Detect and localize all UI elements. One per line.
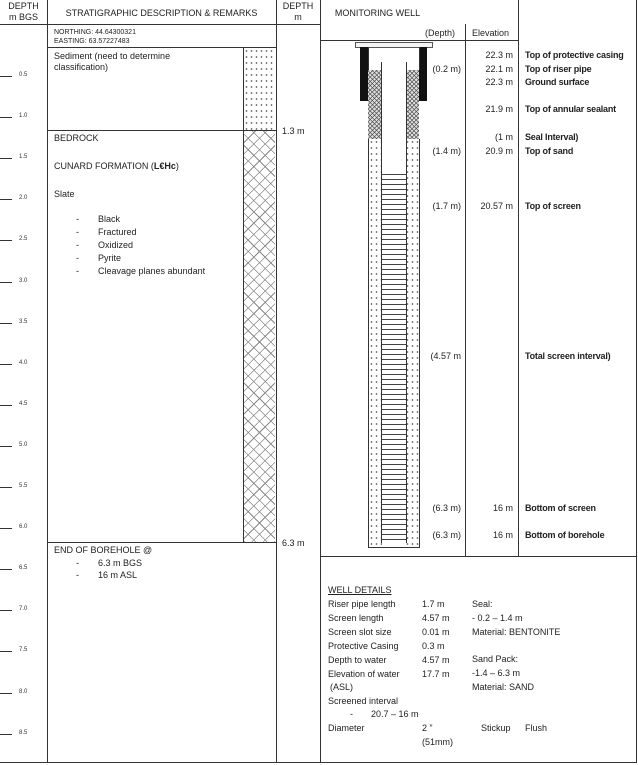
bottom-border <box>0 762 637 763</box>
detail-value: 17.7 m <box>422 669 450 679</box>
formation-label <box>54 161 179 172</box>
depth-header-unit: m BGS <box>8 12 38 22</box>
depth-tick-label: 6.0 <box>19 524 28 530</box>
bullet-item: Pyrite <box>98 253 122 263</box>
sand-pack-right <box>405 139 420 548</box>
depth-tick <box>0 76 12 77</box>
well-depth-value: (6.3 m) <box>432 530 461 540</box>
end-item: 6.3 m BGS <box>98 558 143 568</box>
well-screen <box>381 174 407 543</box>
well-depth-value: (6.3 m) <box>432 503 461 513</box>
riser-pipe <box>381 62 407 174</box>
col-divider-1 <box>47 0 48 763</box>
sand-pack-left <box>368 139 382 548</box>
well-elevation-value: (1 m <box>495 132 513 142</box>
well-bottom <box>368 547 419 548</box>
detail-value: 1.7 m <box>422 599 445 609</box>
detail-key: Protective Casing <box>328 641 399 651</box>
depth-tick <box>0 240 12 241</box>
well-feature-label: Ground surface <box>525 77 590 87</box>
well-feature-label: Bottom of screen <box>525 503 596 513</box>
depth-col-header: (Depth) <box>425 28 456 38</box>
depth-tick-label: 1.5 <box>19 154 28 160</box>
depth-tick-label: 6.5 <box>19 565 28 571</box>
well-feature-label: Total screen interval) <box>525 351 611 361</box>
depth-tick <box>0 117 12 118</box>
well-elevation-value: 20.57 m <box>480 201 513 211</box>
end-borehole-title: END OF BOREHOLE @ <box>54 545 153 555</box>
detail-key: Screen slot size <box>328 627 392 637</box>
depth-tick <box>0 569 12 570</box>
protective-casing-left <box>360 47 368 101</box>
well-feature-label: Top of protective casing <box>525 50 624 60</box>
well-elevation-value: 21.9 m <box>485 104 513 114</box>
well-feature-label: Seal Interval) <box>525 132 579 142</box>
detail-value: 4.57 m <box>422 655 450 665</box>
header-bottom-left <box>0 24 320 25</box>
well-feature-label: Top of screen <box>525 201 581 211</box>
elevation-col-header: Elevation <box>472 28 510 38</box>
well-feature-label: Bottom of borehole <box>525 530 605 540</box>
depth-tick <box>0 693 12 694</box>
depth-tick <box>0 734 12 735</box>
well-details-title: WELL DETAILS <box>328 585 392 595</box>
strat-header: STRATIGRAPHIC DESCRIPTION & REMARKS <box>65 8 258 18</box>
depth-tick <box>0 282 12 283</box>
coords-bottom <box>47 47 276 48</box>
depth-tick-label: 3.0 <box>19 278 28 284</box>
end-borehole-line <box>47 542 276 543</box>
diameter-mm: (51mm) <box>422 737 453 747</box>
well-elevation-value: 20.9 m <box>485 146 513 156</box>
depth-tick-label: 8.5 <box>19 730 28 736</box>
depth-tick <box>0 446 12 447</box>
depth-tick <box>0 528 12 529</box>
depth-tick <box>0 610 12 611</box>
seal-material: Material: BENTONITE <box>472 627 561 637</box>
depth-tick-label: 7.5 <box>19 647 28 653</box>
depth-tick-label: 0.5 <box>19 72 28 78</box>
depth-tick <box>0 199 12 200</box>
depth-tick-label: 4.0 <box>19 360 28 366</box>
col-divider-5 <box>518 0 519 556</box>
depth-tick <box>0 323 12 324</box>
bullet-dash: - <box>76 253 79 263</box>
sand-label: Sand Pack: <box>472 654 519 664</box>
detail-value: 0.01 m <box>422 627 450 637</box>
well-feature-label: Top of annular sealant <box>525 104 616 114</box>
bullet-item: Black <box>98 214 121 224</box>
well-elevation-value: 22.3 m <box>485 77 513 87</box>
stickup-label: Stickup <box>481 723 511 733</box>
detail-key: Screen length <box>328 613 384 623</box>
detail-value: 0.3 m <box>422 641 445 651</box>
depth-tick-label: 4.5 <box>19 401 28 407</box>
sediment-desc: Sediment (need to determine classification) <box>54 51 171 72</box>
well-depth-value: (1.7 m) <box>432 201 461 211</box>
asl-label: (ASL) <box>330 682 354 692</box>
end-item: 16 m ASL <box>98 570 138 580</box>
northing: NORTHING: 44.64300321 <box>54 29 136 36</box>
well-elevation-value: 22.3 m <box>485 50 513 60</box>
depth-tick-label: 5.0 <box>19 442 28 448</box>
formation-code: L€Hc <box>153 161 176 171</box>
depth-tick-label: 7.0 <box>19 606 28 612</box>
well-elevation-value: 22.1 m <box>485 64 513 74</box>
end-item-dash: - <box>76 558 79 568</box>
bullet-dash: - <box>76 240 79 250</box>
depth-tick <box>0 364 12 365</box>
right-border <box>636 0 637 763</box>
bedrock-top-line <box>47 130 276 131</box>
sediment-pattern <box>243 48 275 130</box>
sand-range: -1.4 – 6.3 m <box>472 668 521 678</box>
depth-tick <box>0 487 12 488</box>
screened-dash: - <box>350 709 353 719</box>
col-divider-3 <box>320 0 321 763</box>
depth-tick-label: 8.0 <box>19 689 28 695</box>
bullet-item: Fractured <box>98 227 137 237</box>
bentonite-seal-left <box>368 70 381 139</box>
depth-header-title: DEPTH <box>8 1 39 11</box>
bullet-item: Cleavage planes abundant <box>98 266 206 276</box>
bentonite-seal-right <box>405 70 419 139</box>
detail-key: Elevation of water <box>328 669 400 679</box>
depth-tick-label: 3.5 <box>19 319 28 325</box>
well-depth-value: (1.4 m) <box>432 146 461 156</box>
well-depth-value: (0.2 m) <box>432 64 461 74</box>
depth-tick <box>0 651 12 652</box>
depth2-header-unit: m <box>294 12 302 22</box>
depth-tick-label: 5.5 <box>19 483 28 489</box>
col-divider-4 <box>465 24 466 556</box>
depth-tick-label: 2.5 <box>19 236 28 242</box>
bullet-item: Oxidized <box>98 240 134 250</box>
bedrock-pattern <box>243 131 275 542</box>
protective-casing-right <box>419 47 427 101</box>
well-feature-label: Top of riser pipe <box>525 64 592 74</box>
detail-value: 4.57 m <box>422 613 450 623</box>
depth-tick <box>0 405 12 406</box>
bullet-dash: - <box>76 227 79 237</box>
bullet-dash: - <box>76 214 79 224</box>
seal-range: - 0.2 – 1.4 m <box>472 613 523 623</box>
well-header: MONITORING WELL <box>334 8 421 18</box>
formation-name: CUNARD FORMATION ( <box>54 161 154 171</box>
depth2-header-title: DEPTH <box>282 1 314 11</box>
bottom-depth: 6.3 m <box>282 538 305 548</box>
detail-key: Depth to water <box>328 655 387 665</box>
screened-label: Screened interval <box>328 696 399 706</box>
depth-tick-label: 1.0 <box>19 113 28 119</box>
bullet-dash: - <box>76 266 79 276</box>
bedrock-label: BEDROCK <box>54 133 99 143</box>
seal-label: Seal: <box>472 599 493 609</box>
end-item-dash: - <box>76 570 79 580</box>
well-section-bottom <box>320 556 637 557</box>
depth2-header <box>276 1 320 23</box>
col-divider-2 <box>276 0 277 763</box>
depth-tick-label: 2.0 <box>19 195 28 201</box>
well-feature-label: Top of sand <box>525 146 574 156</box>
well-depth-value: (4.57 m <box>430 351 461 361</box>
easting: EASTING: 63.57227483 <box>54 38 130 45</box>
detail-key: Riser pipe length <box>328 599 396 609</box>
bedrock-depth: 1.3 m <box>282 126 305 136</box>
diameter-label: Diameter <box>328 723 365 733</box>
well-elevation-value: 16 m <box>492 503 513 513</box>
formation-close: ) <box>175 161 179 171</box>
sand-material: Material: SAND <box>472 682 535 692</box>
screened-value: 20.7 – 16 m <box>371 709 419 719</box>
header-bottom-right <box>320 40 518 41</box>
well-elevation-value: 16 m <box>492 530 513 540</box>
stickup-value: Flush <box>525 723 548 733</box>
depth-tick <box>0 158 12 159</box>
diameter-value: 2 ” <box>422 723 433 733</box>
depth-header <box>0 1 47 23</box>
slate-label: Slate <box>54 189 75 199</box>
